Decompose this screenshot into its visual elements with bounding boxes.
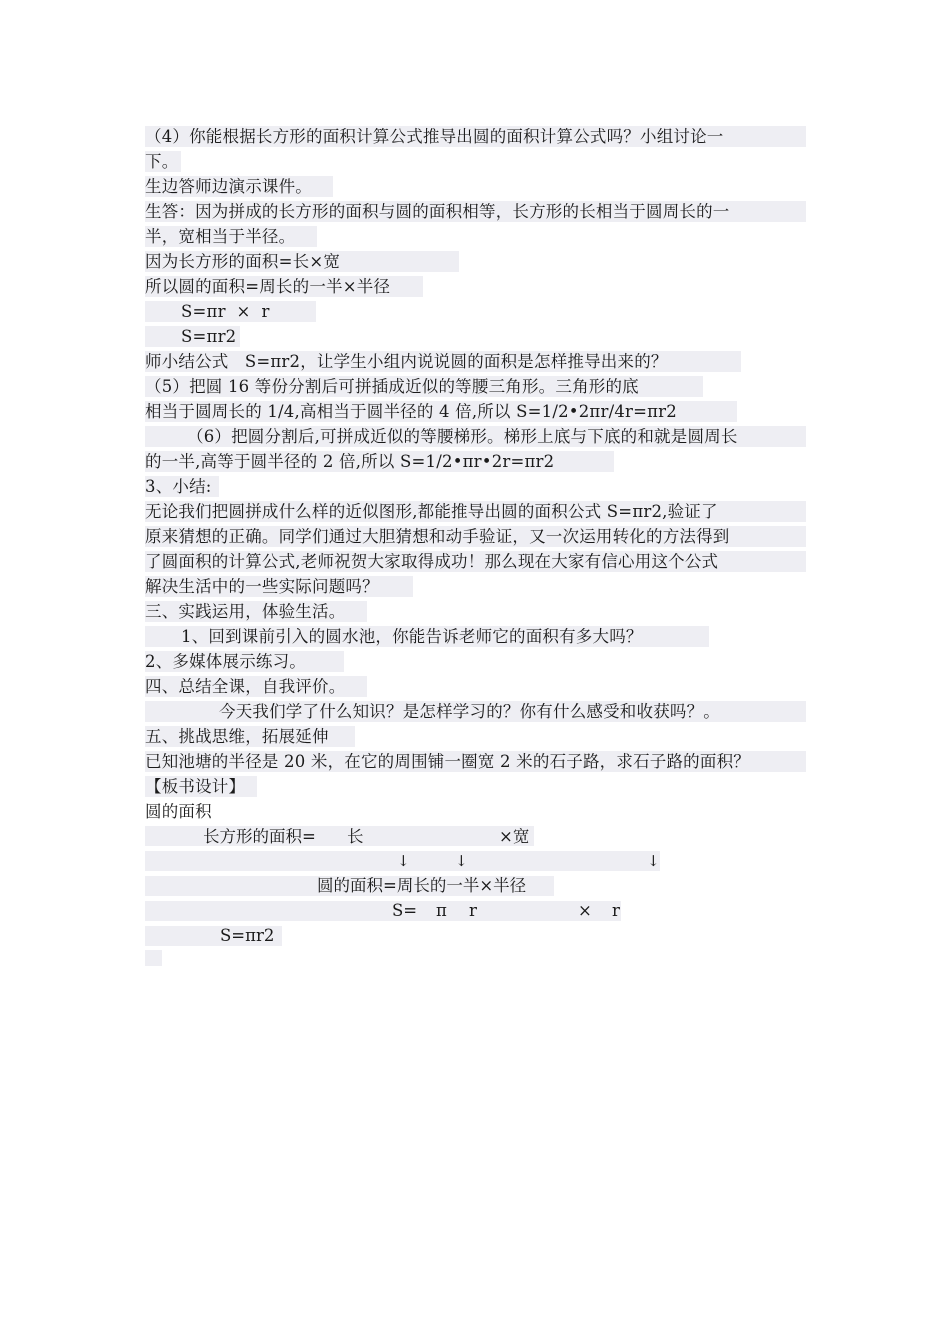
paragraph-line: 1、回到课前引入的圆水池，你能告诉老师它的面积有多大吗？ (145, 626, 709, 647)
down-arrow-icon: ↓ (647, 852, 660, 870)
board-rect-label: 长方形的面积= (203, 827, 316, 846)
paragraph-line: 下。 (145, 151, 181, 172)
paragraph-line: （5）把圆 16 等份分割后可拼插成近似的等腰三角形。三角形的底 (145, 376, 703, 397)
paragraph-line: 的一半,高等于圆半径的 2 倍,所以 S=1/2•πr•2r=πr2 (145, 451, 614, 472)
board-circle-formula: 圆的面积=周长的一半×半径 (317, 876, 527, 895)
highlight-block (145, 950, 162, 966)
board-result: S=πr2 (220, 926, 275, 945)
paragraph-line: 原来猜想的正确。同学们通过大胆猜想和动手验证，又一次运用转化的方法得到 (145, 526, 806, 547)
paragraph-line: 半，宽相当于半径。 (145, 226, 317, 247)
paragraph-line: 师小结公式 S=πr2，让学生小组内说说圆的面积是怎样推导出来的？ (145, 351, 741, 372)
paragraph-line: 生边答师边演示课件。 (145, 176, 333, 197)
paragraph-line: 了圆面积的计算公式,老师祝贺大家取得成功！那么现在大家有信心用这个公式 (145, 551, 806, 572)
paragraph-line: 所以圆的面积=周长的一半×半径 (145, 276, 423, 297)
board-long: 长 (347, 827, 364, 846)
section-heading: 【板书设计】 (145, 776, 257, 797)
paragraph-line: 2、多媒体展示练习。 (145, 651, 344, 672)
board-times: × (578, 901, 592, 920)
down-arrow-icon: ↓ (397, 852, 410, 870)
section-heading: 三、实践运用，体验生活。 (145, 601, 367, 622)
paragraph-line: 已知池塘的半径是 20 米，在它的周围铺一圈宽 2 米的石子路，求石子路的面积？ (145, 751, 806, 772)
board-row (145, 901, 621, 921)
section-heading: 四、总结全课，自我评价。 (145, 676, 367, 697)
board-s-eq: S= (392, 901, 418, 920)
board-r: r (469, 901, 477, 920)
paragraph-line: 解决生活中的一些实际问题吗？ (145, 576, 413, 597)
board-pi: π (436, 901, 447, 920)
paragraph-line: （4）你能根据长方形的面积计算公式推导出圆的面积计算公式吗？小组讨论一 (145, 126, 806, 147)
section-heading: 五、挑战思维，拓展延伸 (145, 726, 355, 747)
paragraph-line: 因为长方形的面积=长×宽 (145, 251, 459, 272)
paragraph-line: 相当于圆周长的 1/4,高相当于圆半径的 4 倍,所以 S=1/2•2πr/4r=πr2 (145, 401, 737, 422)
down-arrow-icon: ↓ (455, 852, 468, 870)
board-title: 圆的面积 (145, 802, 212, 821)
paragraph-line: 无论我们把圆拼成什么样的近似图形,都能推导出圆的面积公式 S=πr2,验证了 (145, 501, 806, 522)
formula-line: S=πr2 (145, 326, 240, 347)
board-r: r (612, 901, 620, 920)
paragraph-line: 生答：因为拼成的长方形的面积与圆的面积相等，长方形的长相当于圆周长的一 (145, 201, 806, 222)
section-heading: 3、小结: (145, 476, 219, 497)
paragraph-line: （6）把圆分割后,可拼成近似的等腰梯形。梯形上底与下底的和就是圆周长 (145, 426, 806, 447)
paragraph-line: 今天我们学了什么知识？是怎样学习的？你有什么感受和收获吗？。 (145, 701, 806, 722)
formula-line: S=πr × r (145, 301, 316, 322)
board-times-wide: ×宽 (499, 827, 530, 846)
